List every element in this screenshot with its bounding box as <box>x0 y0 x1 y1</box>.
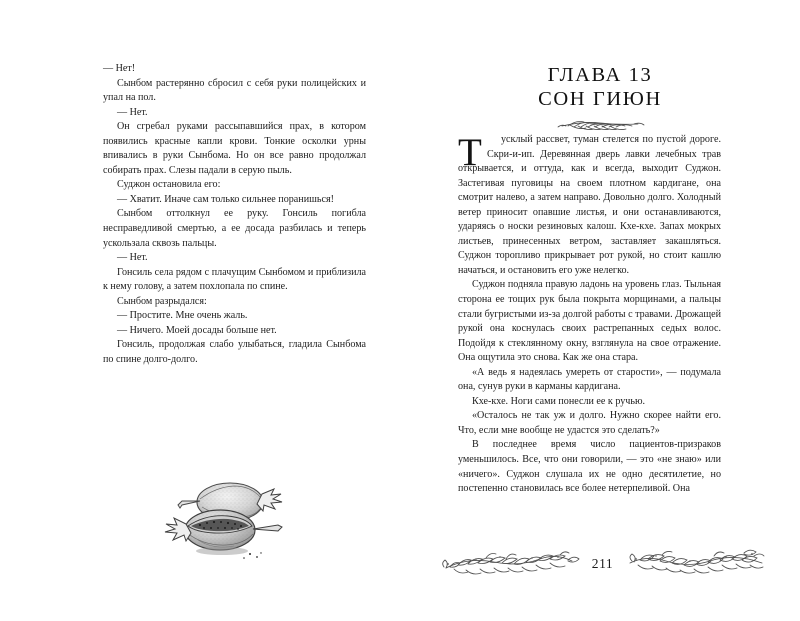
paragraph: Сынбом оттолкнул ее руку. Гонсиль погибла несправедливой смертью, а ее досада разбилась и теперь ускользала сквозь пальцы. <box>103 208 366 249</box>
paragraph: «Осталось не так уж и долго. Нужно скорее найти его. Что, если мне вообще не удастся это сделать?» <box>458 410 721 436</box>
floral-branch-ornament-right <box>626 547 766 581</box>
paragraph: Суджон подняла правую ладонь на уровень глаз. Тыльная сторона ее тощих рук была покрыта морщинами, а пальцы стали бугристыми из-за долгой работы с травами. Дрожащей рукой она коснулась своих растрепанных седых волос. Подойдя к стеклянному окну, взглянула на свое отражение. Она ощутила это снова. Как же она стара. <box>458 279 721 364</box>
opening-paragraph-text: усклый рассвет, туман стелется по пустой дороге. Скри-и-ип. Деревянная дверь лавки лечебных трав открывается, и оттуда, как и всегда, выходит Суджон. Застегивая пуговицы на своем плотном кардигане, она смотрит налево, а затем направо. Довольно долго. Холодный ветер приносит опавшие листья, и они останавливаются, ударяясь о носки резиновых калош. Кхе-кхе. Запах мокрых листьев, принесенных ветром, заставляет закашляться. Суджон торопливо прикрывает рот рукой, но стоит кашлю начаться, и остановить его уже нелегко. <box>458 134 721 276</box>
chapter-title-line: СОН ГИЮН <box>538 88 662 110</box>
right-page-text-column <box>458 133 721 497</box>
paragraph: — Хватит. Иначе сам только сильнее поранишься! <box>117 193 334 205</box>
paragraph: — Нет! <box>103 63 136 74</box>
left-page-text-column <box>103 62 366 367</box>
paragraph: Гонсиль села рядом с плачущим Сынбомом и приблизила к нему голову, а затем похлопала по спине. <box>103 266 366 293</box>
leafy-sprig-ornament <box>554 115 646 135</box>
paragraph: — Простите. Мне очень жаль. <box>117 310 248 322</box>
paragraph: — Нет. <box>117 252 148 264</box>
chapter-heading <box>400 63 800 135</box>
chapter-number-line: ГЛАВА 13 <box>547 64 653 86</box>
paragraph: «А ведь я надеялась умереть от старости», — подумала она, сунув руки в карманы кардигана. <box>458 366 721 393</box>
page-number: 211 <box>591 556 614 571</box>
paragraph: Суджон остановила его: <box>117 179 221 191</box>
floral-branch-ornament-left <box>440 547 580 581</box>
paragraph: Он сгребал руками рассыпавшийся прах, в котором появились красные капли крови. Тонкие осколки урны впивались в руки Сынбома. Но он все равно продолжал собирать прах. Слезы падали в серую пыль. <box>103 121 366 176</box>
paragraph: Гонсиль, продолжая слабо улыбаться, гладила Сынбома по спине долго-долго. <box>103 339 366 365</box>
paragraph: Кхе-кхе. Ноги сами понесли ее к ручью. <box>472 395 646 407</box>
drop-cap-letter: Т <box>458 131 482 174</box>
paragraph: Сынбом разрыдался: <box>117 295 207 307</box>
paragraph: — Ничего. Моей досады больше нет. <box>117 324 277 336</box>
paragraph: В последнее время число пациентов-призраков уменьшилось. Все, что они говорили, — это «не знаю» или «ничего». Суджон слушала их не одно десятилетие, но постепенно становилась все более нетерпеливой. Она <box>458 439 721 495</box>
paragraph: — Нет. <box>117 106 148 118</box>
poppy-seed-pods-illustration <box>158 474 338 570</box>
paragraph: Сынбом растерянно сбросил с себя руки полицейских и упал на пол. <box>103 77 366 104</box>
page-footer <box>430 546 775 582</box>
opening-paragraph <box>458 133 721 278</box>
